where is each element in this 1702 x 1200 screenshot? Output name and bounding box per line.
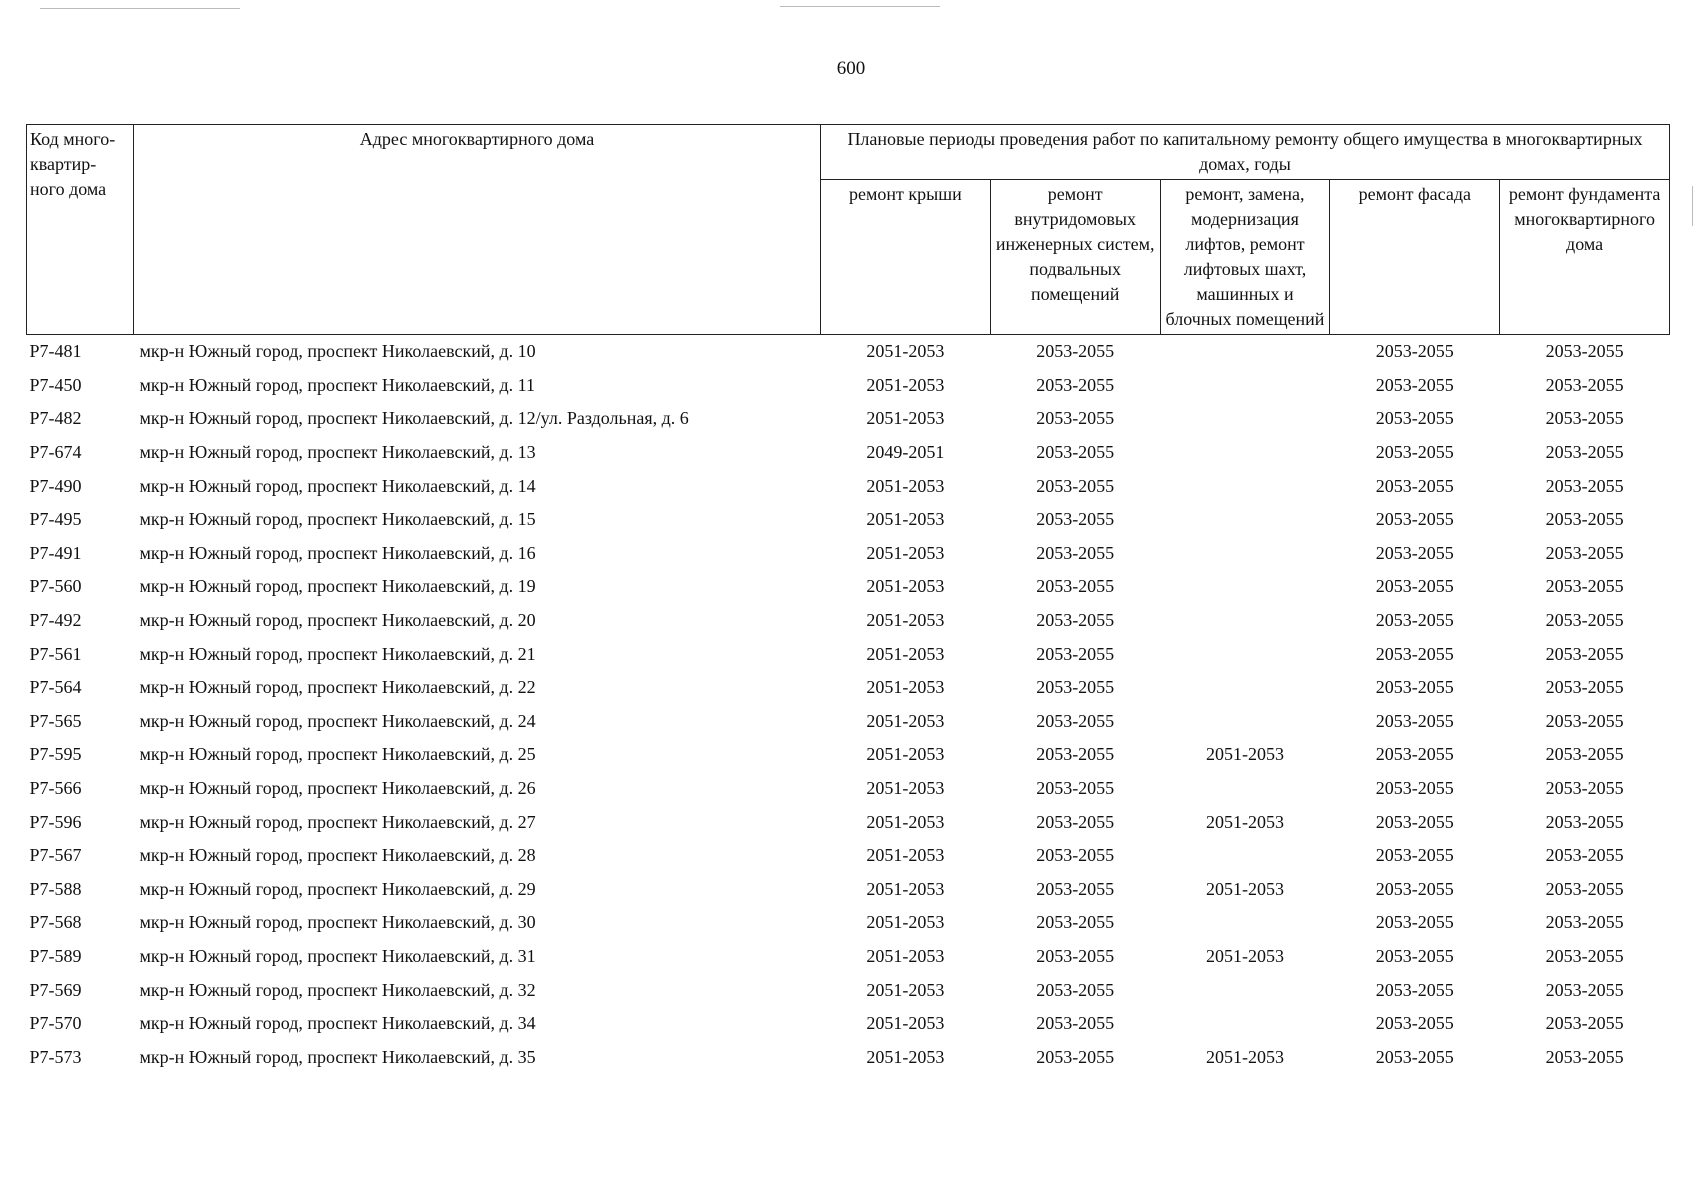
cell-code: P7-495 xyxy=(29,509,82,530)
cell-address: мкр-н Южный город, проспект Николаевский, д. 25 xyxy=(139,744,536,765)
cell-roof: 2051-2053 xyxy=(866,408,945,429)
cell-lifts xyxy=(1160,906,1330,940)
cell-address: мкр-н Южный город, проспект Николаевский, д. 29 xyxy=(139,878,536,899)
cell-lifts xyxy=(1160,369,1330,403)
cell-address: мкр-н Южный город, проспект Николаевский, д. 34 xyxy=(139,1013,536,1034)
cell-address: мкр-н Южный город, проспект Николаевский, д. 30 xyxy=(139,912,536,933)
cell-foundation: 2053-2055 xyxy=(1545,710,1624,731)
cell-lifts: 2051-2053 xyxy=(1205,811,1284,832)
cell-address: мкр-н Южный город, проспект Николаевский, д. 15 xyxy=(139,509,536,530)
cell-code: P7-674 xyxy=(29,442,82,463)
cell-facade: 2053-2055 xyxy=(1375,744,1454,765)
table-row xyxy=(27,772,1670,806)
cell-roof: 2051-2053 xyxy=(866,710,945,731)
cell-engineering: 2053-2055 xyxy=(1036,374,1115,395)
cell-code: P7-566 xyxy=(29,778,82,799)
cell-engineering: 2053-2055 xyxy=(1036,509,1115,530)
cell-address: мкр-н Южный город, проспект Николаевский, д. 32 xyxy=(139,979,536,1000)
cell-code: P7-595 xyxy=(29,744,82,765)
table-body xyxy=(27,335,1670,1075)
cell-address: мкр-н Южный город, проспект Николаевский, д. 16 xyxy=(139,542,536,563)
cell-lifts xyxy=(1160,973,1330,1007)
header-lifts: ремонт, замена, модернизация лифтов, ремонт лифтовых шахт, машинных и блочных помещений xyxy=(1160,180,1330,335)
header-roof: ремонт крыши xyxy=(821,180,991,335)
cell-foundation: 2053-2055 xyxy=(1545,778,1624,799)
cell-address: мкр-н Южный город, проспект Николаевский, д. 19 xyxy=(139,576,536,597)
table-row xyxy=(27,469,1670,503)
cell-engineering: 2053-2055 xyxy=(1036,576,1115,597)
cell-code: P7-560 xyxy=(29,576,82,597)
table-row xyxy=(27,738,1670,772)
cell-roof: 2051-2053 xyxy=(866,1046,945,1067)
cell-foundation: 2053-2055 xyxy=(1545,845,1624,866)
cell-address: мкр-н Южный город, проспект Николаевский, д. 22 xyxy=(139,677,536,698)
cell-address: мкр-н Южный город, проспект Николаевский, д. 10 xyxy=(139,341,536,362)
cell-foundation: 2053-2055 xyxy=(1545,408,1624,429)
table-row xyxy=(27,402,1670,436)
cell-foundation: 2053-2055 xyxy=(1545,610,1624,631)
cell-roof: 2051-2053 xyxy=(866,341,945,362)
cell-foundation: 2053-2055 xyxy=(1545,475,1624,496)
cell-foundation: 2053-2055 xyxy=(1545,509,1624,530)
cell-foundation: 2053-2055 xyxy=(1545,374,1624,395)
cell-lifts xyxy=(1160,637,1330,671)
cell-lifts: 2051-2053 xyxy=(1205,744,1284,765)
cell-lifts xyxy=(1160,604,1330,638)
cell-engineering: 2053-2055 xyxy=(1036,845,1115,866)
table-row xyxy=(27,604,1670,638)
cell-lifts: 2051-2053 xyxy=(1205,878,1284,899)
cell-foundation: 2053-2055 xyxy=(1545,576,1624,597)
cell-facade: 2053-2055 xyxy=(1375,677,1454,698)
cell-foundation: 2053-2055 xyxy=(1545,643,1624,664)
cell-code: P7-561 xyxy=(29,643,82,664)
cell-roof: 2051-2053 xyxy=(866,878,945,899)
cell-foundation: 2053-2055 xyxy=(1545,979,1624,1000)
cell-facade: 2053-2055 xyxy=(1375,610,1454,631)
cell-code: P7-573 xyxy=(29,1046,82,1067)
cell-facade: 2053-2055 xyxy=(1375,912,1454,933)
page-number: 600 xyxy=(836,58,866,79)
cell-engineering: 2053-2055 xyxy=(1036,979,1115,1000)
cell-engineering: 2053-2055 xyxy=(1036,610,1115,631)
cell-lifts xyxy=(1160,705,1330,739)
cell-foundation: 2053-2055 xyxy=(1545,744,1624,765)
cell-roof: 2051-2053 xyxy=(866,542,945,563)
cell-address: мкр-н Южный город, проспект Николаевский, д. 12/ул. Раздольная, д. 6 xyxy=(139,408,689,429)
cell-roof: 2051-2053 xyxy=(866,811,945,832)
table-row xyxy=(27,369,1670,403)
cell-foundation: 2053-2055 xyxy=(1545,1013,1624,1034)
cell-roof: 2051-2053 xyxy=(866,1013,945,1034)
cell-foundation: 2053-2055 xyxy=(1545,677,1624,698)
cell-engineering: 2053-2055 xyxy=(1036,408,1115,429)
cell-roof: 2051-2053 xyxy=(866,912,945,933)
cell-facade: 2053-2055 xyxy=(1375,374,1454,395)
cell-lifts xyxy=(1160,772,1330,806)
cell-engineering: 2053-2055 xyxy=(1036,710,1115,731)
header-facade: ремонт фасада xyxy=(1330,180,1500,335)
cell-engineering: 2053-2055 xyxy=(1036,1013,1115,1034)
cell-foundation: 2053-2055 xyxy=(1545,878,1624,899)
cell-engineering: 2053-2055 xyxy=(1036,811,1115,832)
cell-engineering: 2053-2055 xyxy=(1036,744,1115,765)
cell-code: P7-481 xyxy=(29,341,82,362)
cell-lifts xyxy=(1160,335,1330,369)
table-row xyxy=(27,570,1670,604)
cell-code: P7-570 xyxy=(29,1013,82,1034)
cell-address: мкр-н Южный город, проспект Николаевский, д. 14 xyxy=(139,475,536,496)
header-code: Код много-квартир-ного дома xyxy=(27,125,134,335)
cell-address: мкр-н Южный город, проспект Николаевский, д. 13 xyxy=(139,442,536,463)
cell-code: P7-564 xyxy=(29,677,82,698)
cell-foundation: 2053-2055 xyxy=(1545,912,1624,933)
cell-facade: 2053-2055 xyxy=(1375,979,1454,1000)
cell-lifts xyxy=(1160,570,1330,604)
capital-repair-schedule-table xyxy=(26,124,1670,1074)
cell-roof: 2051-2053 xyxy=(866,509,945,530)
cell-roof: 2051-2053 xyxy=(866,744,945,765)
cell-facade: 2053-2055 xyxy=(1375,778,1454,799)
cell-code: P7-596 xyxy=(29,811,82,832)
cell-code: P7-491 xyxy=(29,542,82,563)
header-engineering: ремонт внутридомовых инженерных систем, подвальных помещений xyxy=(990,180,1160,335)
table-row xyxy=(27,973,1670,1007)
cell-roof: 2051-2053 xyxy=(866,643,945,664)
cell-address: мкр-н Южный город, проспект Николаевский, д. 27 xyxy=(139,811,536,832)
header-periods-group: Плановые периоды проведения работ по капитальному ремонту общего имущества в многоквартирных домах, годы xyxy=(821,125,1670,180)
cell-engineering: 2053-2055 xyxy=(1036,442,1115,463)
cell-roof: 2051-2053 xyxy=(866,610,945,631)
cell-foundation: 2053-2055 xyxy=(1545,542,1624,563)
table-row xyxy=(27,705,1670,739)
cell-facade: 2053-2055 xyxy=(1375,475,1454,496)
cell-foundation: 2053-2055 xyxy=(1545,341,1624,362)
cell-address: мкр-н Южный город, проспект Николаевский, д. 31 xyxy=(139,945,536,966)
cell-roof: 2051-2053 xyxy=(866,475,945,496)
cell-facade: 2053-2055 xyxy=(1375,408,1454,429)
cell-engineering: 2053-2055 xyxy=(1036,945,1115,966)
table-row xyxy=(27,839,1670,873)
table-row xyxy=(27,873,1670,907)
cell-facade: 2053-2055 xyxy=(1375,878,1454,899)
cell-engineering: 2053-2055 xyxy=(1036,912,1115,933)
table-row xyxy=(27,335,1670,369)
cell-roof: 2051-2053 xyxy=(866,677,945,698)
cell-lifts xyxy=(1160,503,1330,537)
table-row xyxy=(27,503,1670,537)
cell-roof: 2051-2053 xyxy=(866,576,945,597)
cell-facade: 2053-2055 xyxy=(1375,442,1454,463)
table-row xyxy=(27,637,1670,671)
cell-code: P7-450 xyxy=(29,374,82,395)
scan-artifact xyxy=(40,8,240,9)
cell-facade: 2053-2055 xyxy=(1375,811,1454,832)
cell-foundation: 2053-2055 xyxy=(1545,811,1624,832)
cell-lifts: 2051-2053 xyxy=(1205,945,1284,966)
cell-address: мкр-н Южный город, проспект Николаевский, д. 11 xyxy=(139,374,535,395)
table-row xyxy=(27,1007,1670,1041)
cell-lifts xyxy=(1160,469,1330,503)
cell-address: мкр-н Южный город, проспект Николаевский, д. 21 xyxy=(139,643,536,664)
scan-artifact xyxy=(1692,186,1693,226)
table-row xyxy=(27,906,1670,940)
cell-lifts xyxy=(1160,537,1330,571)
cell-address: мкр-н Южный город, проспект Николаевский, д. 26 xyxy=(139,778,536,799)
cell-lifts xyxy=(1160,1007,1330,1041)
cell-lifts xyxy=(1160,436,1330,470)
cell-facade: 2053-2055 xyxy=(1375,509,1454,530)
cell-roof: 2051-2053 xyxy=(866,778,945,799)
cell-code: P7-490 xyxy=(29,475,82,496)
cell-engineering: 2053-2055 xyxy=(1036,475,1115,496)
cell-facade: 2053-2055 xyxy=(1375,643,1454,664)
cell-foundation: 2053-2055 xyxy=(1545,945,1624,966)
table-row xyxy=(27,436,1670,470)
cell-engineering: 2053-2055 xyxy=(1036,1046,1115,1067)
table-row xyxy=(27,805,1670,839)
capital-repair-table-container xyxy=(26,124,1670,1074)
cell-code: P7-589 xyxy=(29,945,82,966)
cell-facade: 2053-2055 xyxy=(1375,845,1454,866)
cell-facade: 2053-2055 xyxy=(1375,341,1454,362)
cell-code: P7-482 xyxy=(29,408,82,429)
cell-facade: 2053-2055 xyxy=(1375,542,1454,563)
table-row xyxy=(27,671,1670,705)
cell-roof: 2051-2053 xyxy=(866,374,945,395)
header-foundation: ремонт фундамента многоквартирного дома xyxy=(1500,180,1670,335)
cell-lifts xyxy=(1160,839,1330,873)
cell-facade: 2053-2055 xyxy=(1375,1046,1454,1067)
cell-address: мкр-н Южный город, проспект Николаевский, д. 24 xyxy=(139,710,536,731)
cell-engineering: 2053-2055 xyxy=(1036,778,1115,799)
cell-facade: 2053-2055 xyxy=(1375,945,1454,966)
cell-roof: 2051-2053 xyxy=(866,945,945,966)
cell-roof: 2051-2053 xyxy=(866,845,945,866)
header-address: Адрес многоквартирного дома xyxy=(134,125,821,335)
table-row xyxy=(27,1040,1670,1074)
cell-address: мкр-н Южный город, проспект Николаевский, д. 35 xyxy=(139,1046,536,1067)
cell-code: P7-567 xyxy=(29,845,82,866)
cell-address: мкр-н Южный город, проспект Николаевский, д. 20 xyxy=(139,610,536,631)
cell-facade: 2053-2055 xyxy=(1375,576,1454,597)
scan-artifact xyxy=(780,6,940,7)
cell-lifts xyxy=(1160,402,1330,436)
table-row xyxy=(27,537,1670,571)
cell-engineering: 2053-2055 xyxy=(1036,341,1115,362)
table-row xyxy=(27,940,1670,974)
cell-engineering: 2053-2055 xyxy=(1036,677,1115,698)
cell-roof: 2051-2053 xyxy=(866,979,945,1000)
cell-foundation: 2053-2055 xyxy=(1545,1046,1624,1067)
cell-lifts: 2051-2053 xyxy=(1205,1046,1284,1067)
cell-foundation: 2053-2055 xyxy=(1545,442,1624,463)
cell-code: P7-588 xyxy=(29,878,82,899)
cell-engineering: 2053-2055 xyxy=(1036,542,1115,563)
cell-address: мкр-н Южный город, проспект Николаевский, д. 28 xyxy=(139,845,536,866)
cell-facade: 2053-2055 xyxy=(1375,1013,1454,1034)
cell-engineering: 2053-2055 xyxy=(1036,643,1115,664)
cell-roof: 2049-2051 xyxy=(866,442,945,463)
cell-lifts xyxy=(1160,671,1330,705)
cell-code: P7-568 xyxy=(29,912,82,933)
cell-engineering: 2053-2055 xyxy=(1036,878,1115,899)
cell-facade: 2053-2055 xyxy=(1375,710,1454,731)
cell-code: P7-492 xyxy=(29,610,82,631)
cell-code: P7-569 xyxy=(29,979,82,1000)
cell-code: P7-565 xyxy=(29,710,82,731)
